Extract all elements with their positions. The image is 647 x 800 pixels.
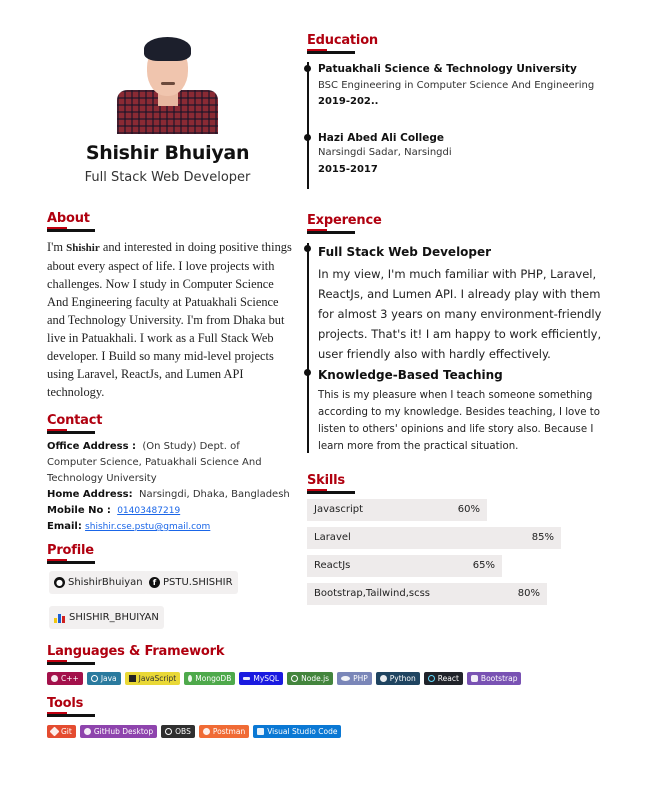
postman-icon — [203, 728, 210, 735]
badge-bootstrap — [467, 672, 522, 685]
skill-label: ReactJs — [314, 560, 351, 571]
education-timeline — [307, 62, 309, 189]
badge-label: React — [437, 674, 459, 683]
badge-nodejs — [287, 672, 333, 685]
skill-percent: 85% — [531, 532, 554, 543]
obs-icon — [165, 728, 172, 735]
badge-git — [47, 725, 76, 738]
skill-bar-laravel — [307, 527, 561, 549]
skill-percent: 60% — [457, 504, 480, 515]
react-icon — [428, 675, 435, 682]
home-address-label: Home Address: — [47, 489, 133, 500]
badge-javascript — [125, 672, 181, 685]
home-address-value: Narsingdi, Dhaka, Bangladesh — [138, 489, 290, 500]
person-name: Shishir Bhuiyan — [85, 142, 250, 164]
experience-text: In my view, I'm much familiar with PHP, Laravel, ReactJs, and Lumen API. I already play with them for almost 3 years on many environment-friendly projects. That's it! I am happy to work efficiently, user friendly also with hardly effectively. — [318, 267, 602, 361]
timeline-dot — [304, 65, 311, 72]
java-icon — [91, 675, 98, 682]
tools-heading: Tools — [47, 696, 84, 711]
facebook-profile-label: PSTU.SHISHIR — [163, 577, 233, 588]
badge-label: C++ — [61, 674, 79, 683]
skill-percent: 80% — [517, 588, 540, 599]
badge-label: Node.js — [301, 674, 330, 683]
tools-underline — [47, 714, 95, 717]
contact-block — [47, 439, 292, 535]
experience-title: Knowledge-Based Teaching — [318, 368, 503, 382]
stats-profile-link[interactable] — [49, 606, 164, 629]
contact-heading: Contact — [47, 413, 103, 428]
office-address-label: Office Address : — [47, 441, 136, 452]
github-profile-label: ShishirBhuiyan — [68, 577, 143, 588]
skill-label: Javascript — [314, 504, 363, 515]
php-icon — [341, 676, 350, 681]
stats-bars-icon — [54, 613, 66, 623]
timeline-dot — [304, 134, 311, 141]
badge-label: MySQL — [253, 674, 280, 683]
tools-badges — [47, 725, 341, 738]
skill-percent: 65% — [472, 560, 495, 571]
education-detail: BSC Engineering in Computer Science And Engineering — [318, 80, 595, 91]
javascript-icon — [129, 675, 136, 682]
photo-hair — [144, 37, 191, 61]
badge-label: MongoDB — [195, 674, 232, 683]
facebook-profile-link[interactable] — [144, 571, 238, 594]
about-text — [47, 238, 292, 401]
about-body: and interested in doing positive things about every aspect of life. I love projects with challenges. Now I study in Computer Science And Engineering faculty at Patuakhali Science and Technology University. I'm from Dhaka but live in Patuakhali. I work as a Full Stack Web developer. I Build so many mid-level projects using Laravel, ReactJs, and Lumen API technology. — [47, 240, 292, 399]
badge-postman — [199, 725, 249, 738]
contact-underline — [47, 431, 95, 434]
skill-label: Bootstrap,Tailwind,scss — [314, 588, 431, 599]
skill-bar-bootstrap — [307, 583, 547, 605]
badge-cpp — [47, 672, 83, 685]
badge-label: Bootstrap — [480, 674, 518, 683]
education-years: 2019-202.. — [318, 96, 379, 107]
badge-obs — [161, 725, 195, 738]
mysql-icon — [243, 677, 250, 680]
home-address-row — [47, 487, 292, 503]
person-role: Full Stack Web Developer — [84, 170, 251, 185]
mobile-row — [47, 503, 292, 519]
about-highlight: Shishir — [66, 242, 100, 254]
badge-mongodb — [184, 672, 235, 685]
experience-timeline — [307, 243, 309, 453]
timeline-dot — [304, 369, 311, 376]
badge-label: Postman — [212, 727, 246, 736]
profile-underline — [47, 561, 95, 564]
education-school: Patuakhali Science & Technology University — [318, 63, 577, 75]
about-heading: About — [47, 211, 90, 226]
education-underline — [307, 51, 355, 54]
skill-label: Laravel — [314, 532, 351, 543]
badge-github-desktop — [80, 725, 157, 738]
badge-vscode — [253, 725, 341, 738]
about-underline — [47, 229, 95, 232]
badge-java — [87, 672, 121, 685]
badge-label: GitHub Desktop — [93, 727, 154, 736]
mobile-label: Mobile No : — [47, 505, 111, 516]
experience-title: Full Stack Web Developer — [318, 245, 492, 259]
stats-profile-label: SHISHIR_BHUIYAN — [69, 612, 159, 623]
git-icon — [50, 727, 60, 737]
skills-heading: Skills — [307, 473, 345, 488]
email-row — [47, 519, 292, 535]
badge-label: OBS — [175, 727, 191, 736]
badge-label: Git — [61, 727, 72, 736]
badge-label: Visual Studio Code — [267, 727, 338, 736]
vscode-icon — [257, 728, 264, 735]
python-icon — [380, 675, 387, 682]
skills-underline — [307, 491, 355, 494]
education-heading: Education — [307, 33, 378, 48]
nodejs-icon — [291, 675, 298, 682]
badge-php — [337, 672, 372, 685]
github-icon — [84, 728, 91, 735]
email-link[interactable]: shishir.cse.pstu@gmail.com — [85, 522, 211, 532]
profile-heading: Profile — [47, 543, 94, 558]
languages-badges — [47, 672, 521, 685]
timeline-dot — [304, 245, 311, 252]
languages-underline — [47, 662, 95, 665]
badge-react — [424, 672, 463, 685]
facebook-icon: f — [149, 577, 160, 588]
cpp-icon — [51, 675, 58, 682]
education-school: Hazi Abed Ali College — [318, 132, 445, 144]
profile-photo — [117, 34, 218, 134]
badge-label: JavaScript — [138, 674, 177, 683]
photo-mustache — [161, 82, 175, 85]
skill-bar-javascript — [307, 499, 487, 521]
github-profile-link[interactable] — [49, 571, 148, 594]
mongodb-icon — [188, 675, 192, 682]
badge-label: Python — [389, 674, 416, 683]
office-address-value: (On Study) Dept. of Computer Science, Patuakhali Science And Technology University — [47, 441, 262, 484]
mobile-link[interactable]: 01403487219 — [117, 506, 181, 516]
experience-underline — [307, 231, 355, 234]
badge-label: PHP — [353, 674, 368, 683]
badge-python — [376, 672, 420, 685]
badge-label: Java — [100, 674, 117, 683]
experience-text: This is my pleasure when I teach someone something according to my knowledge. Besides teaching, I love to listen to others' opinions and life story also. Because I learn more from the practical situation. — [318, 390, 601, 452]
office-address-row — [47, 439, 292, 487]
email-label: Email: — [47, 521, 82, 532]
experience-heading: Experence — [307, 213, 382, 228]
education-detail: Narsingdi Sadar, Narsingdi — [318, 147, 452, 158]
bootstrap-icon — [471, 675, 478, 682]
skill-bar-reactjs — [307, 555, 502, 577]
languages-heading: Languages & Framework — [47, 644, 225, 659]
about-prefix: I'm — [47, 240, 67, 254]
github-icon: ● — [54, 577, 65, 588]
education-years: 2015-2017 — [318, 164, 378, 175]
badge-mysql — [239, 672, 283, 685]
